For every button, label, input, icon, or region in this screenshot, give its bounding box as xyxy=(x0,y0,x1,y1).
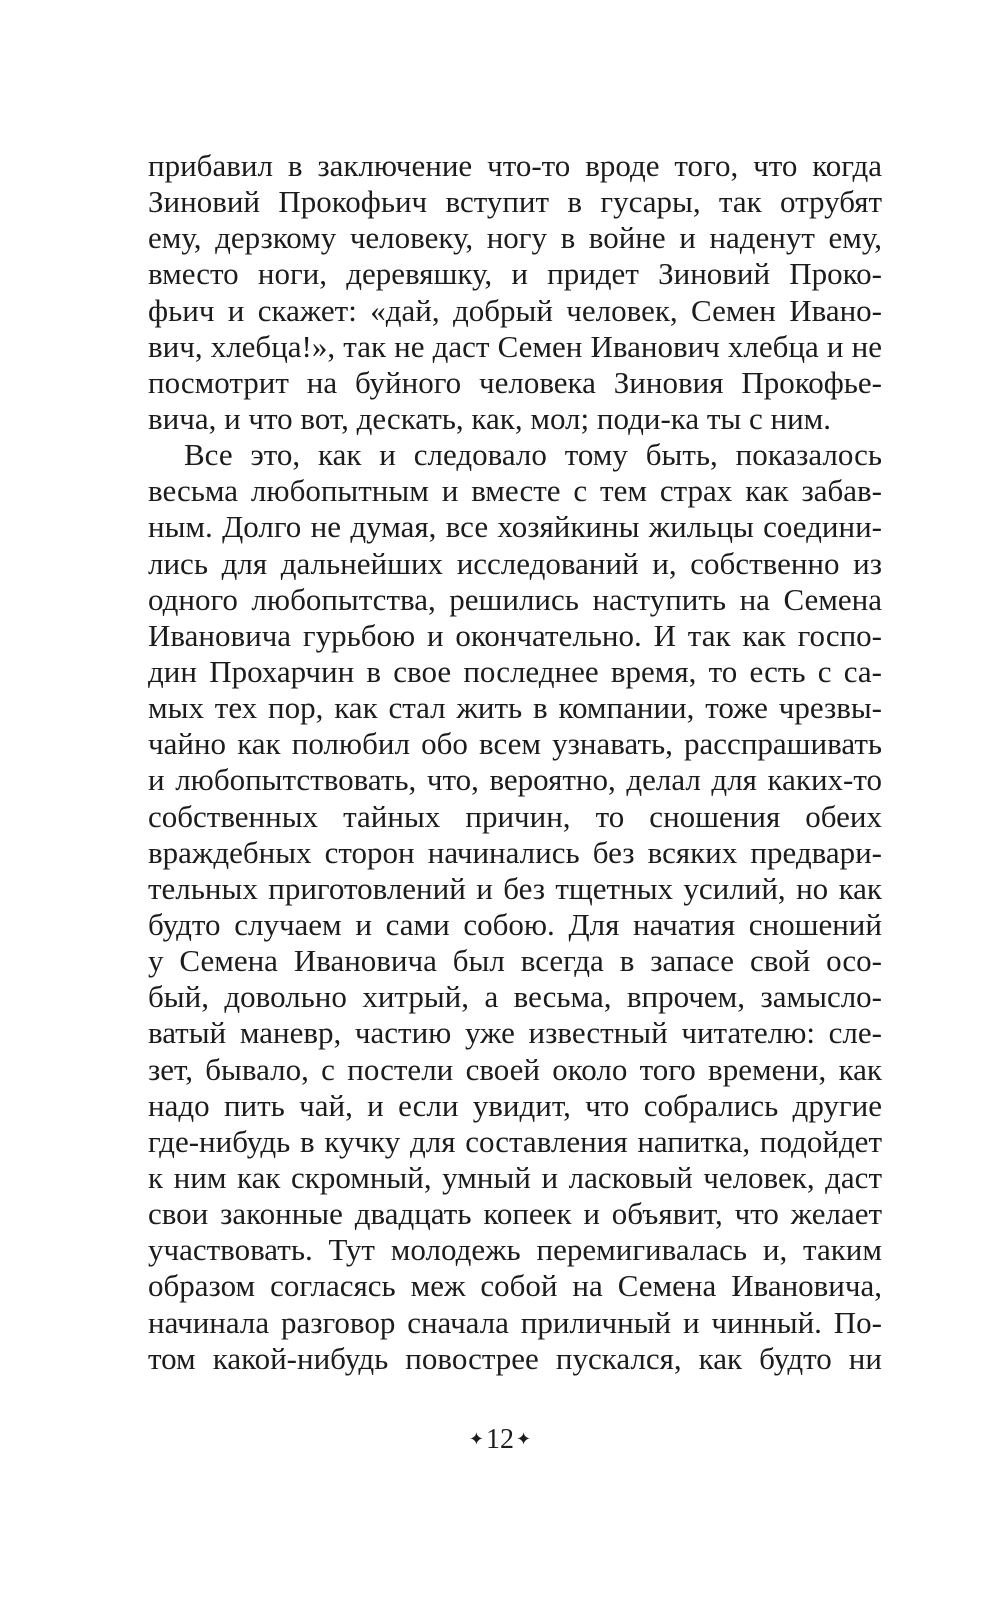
text-line: участвовать. Тут молодежь перемигивалась и, таким xyxy=(148,1232,882,1268)
text-line: одного любопытства, решились наступить на Семена xyxy=(148,581,882,617)
text-line: где-нибудь в кучку для составления напитка, подойдет xyxy=(148,1123,882,1159)
text-line: прибавил в заключение что-то вроде того, что когда xyxy=(148,148,882,183)
text-line: ему, дерзкому человеку, ногу в войне и наденут ему, xyxy=(148,220,882,256)
text-line: у Семена Ивановича был всегда в запасе свой осо- xyxy=(148,943,882,979)
text-line: зет, бывало, с постели своей около того времени, как xyxy=(148,1051,882,1087)
text-line: враждебных сторон начинались без всяких предвари- xyxy=(148,834,882,870)
text-line: начинала разговор сначала приличный и чинный. По- xyxy=(148,1304,882,1340)
text-line: фьич и скажет: «дай, добрый человек, Семен Ивано- xyxy=(148,292,882,328)
paragraph-2 xyxy=(148,437,882,1377)
text-line: ным. Долго не думая, все хозяйкины жильцы соедини- xyxy=(148,509,882,545)
text-line: том какой-нибудь повострее пускался, как будто ни xyxy=(148,1340,882,1376)
text-line: вич, хлебца!», так не даст Семен Иванович хлебца и не xyxy=(148,328,882,364)
text-line: чайно как полюбил обо всем узнавать, расспрашивать xyxy=(148,726,882,762)
page-number-footer xyxy=(0,1422,1000,1457)
text-line: лись для дальнейших исследований и, собственно из xyxy=(148,545,882,581)
text-line: вича, и что вот, дескать, как, мол; поди-ка ты с ним. xyxy=(148,400,832,436)
text-line: и любопытствовать, что, вероятно, делал для каких-то xyxy=(148,762,882,798)
text-line: бый, довольно хитрый, а весьма, впрочем, замысло- xyxy=(148,979,882,1015)
ornament-star-icon: ✦ xyxy=(516,1429,532,1449)
text-line: посмотрит на буйного человека Зиновия Прокофье- xyxy=(148,364,882,400)
text-line: дин Прохарчин в свое последнее время, то есть с са- xyxy=(148,653,882,689)
text-line: мых тех пор, как стал жить в компании, тоже чрезвы- xyxy=(148,690,882,726)
text-line: будто случаем и сами собою. Для начатия сношений xyxy=(148,906,882,942)
text-line: надо пить чай, и если увидит, что собрались другие xyxy=(148,1087,882,1123)
text-line: к ним как скромный, умный и ласковый человек, даст xyxy=(148,1159,882,1195)
ornament-star-icon: ✦ xyxy=(468,1429,484,1449)
text-line: вместо ноги, деревяшку, и придет Зиновий Проко- xyxy=(148,256,882,292)
paragraph-1 xyxy=(148,148,882,437)
text-line: Зиновий Прокофьич вступит в гусары, так отрубят xyxy=(148,184,882,220)
text-line: собственных тайных причин, то сношения обеих xyxy=(148,798,882,834)
text-line: Ивановича гурьбою и окончательно. И так как госпо- xyxy=(148,617,882,653)
text-line: образом согласясь меж собой на Семена Ивановича, xyxy=(148,1268,882,1304)
text-line: тельных приготовлений и без тщетных усилий, но как xyxy=(148,870,882,906)
page-number: 12 xyxy=(486,1424,514,1455)
text-line: свои законные двадцать копеек и объявит, что желает xyxy=(148,1196,882,1232)
text-line: Все это, как и следовало тому быть, показалось xyxy=(184,437,882,473)
body-text xyxy=(148,148,882,1377)
text-line: ватый маневр, частию уже известный читателю: сле- xyxy=(148,1015,882,1051)
text-line: весьма любопытным и вместе с тем страх как забав- xyxy=(148,473,882,509)
